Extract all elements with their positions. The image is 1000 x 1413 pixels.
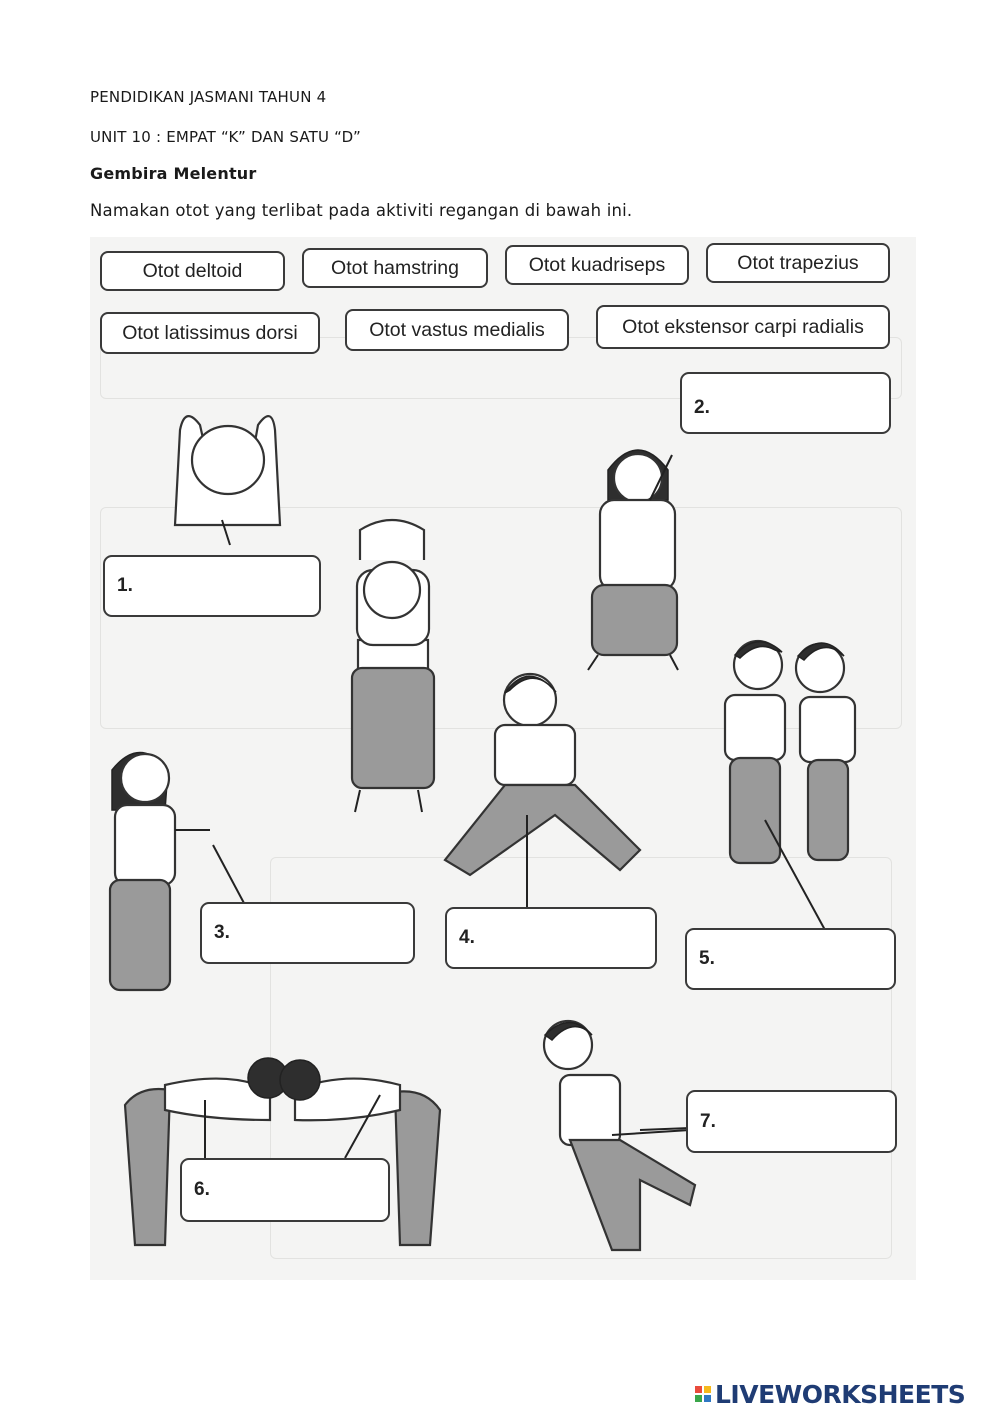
answer-input-5[interactable] [727,942,884,976]
answer-input-3[interactable] [242,916,403,950]
answer-number: 5. [699,948,715,969]
answer-input-4[interactable] [487,921,645,955]
topic-title: Gembira Melentur [90,164,257,183]
answer-box-6[interactable] [180,1158,390,1222]
word-bank-kuadriseps[interactable]: Otot kuadriseps [505,245,689,285]
answer-box-4[interactable] [445,907,657,969]
answer-number: 1. [117,575,133,596]
answer-box-2[interactable] [680,372,891,434]
liveworksheets-logo [695,1378,965,1410]
answer-box-3[interactable] [200,902,415,964]
word-bank-hamstring[interactable]: Otot hamstring [302,248,488,288]
answer-number: 3. [214,922,230,943]
word-bank-latissimus-dorsi[interactable]: Otot latissimus dorsi [100,312,320,354]
word-bank-vastus-medialis[interactable]: Otot vastus medialis [345,309,569,351]
answer-input-6[interactable] [222,1172,378,1208]
answer-number: 4. [459,927,475,948]
answer-box-1[interactable] [103,555,321,617]
answer-input-2[interactable] [722,386,879,420]
word-bank-ekstensor-carpi-radialis[interactable]: Otot ekstensor carpi radialis [596,305,890,349]
answer-input-1[interactable] [145,569,309,603]
answer-input-7[interactable] [728,1104,885,1139]
word-bank-trapezius[interactable]: Otot trapezius [706,243,890,283]
logo-squares-icon [695,1386,711,1402]
word-bank-deltoid[interactable]: Otot deltoid [100,251,285,291]
answer-number: 6. [194,1179,210,1200]
unit-title: UNIT 10 : EMPAT “K” DAN SATU “D” [90,128,361,146]
logo-text: LIVEWORKSHEETS [715,1379,966,1409]
answer-box-7[interactable] [686,1090,897,1153]
answer-number: 2. [694,397,710,418]
answer-box-5[interactable] [685,928,896,990]
answer-number: 7. [700,1110,716,1132]
instruction-text: Namakan otot yang terlibat pada aktiviti regangan di bawah ini. [90,201,633,220]
subject-title: PENDIDIKAN JASMANI TAHUN 4 [90,88,327,106]
